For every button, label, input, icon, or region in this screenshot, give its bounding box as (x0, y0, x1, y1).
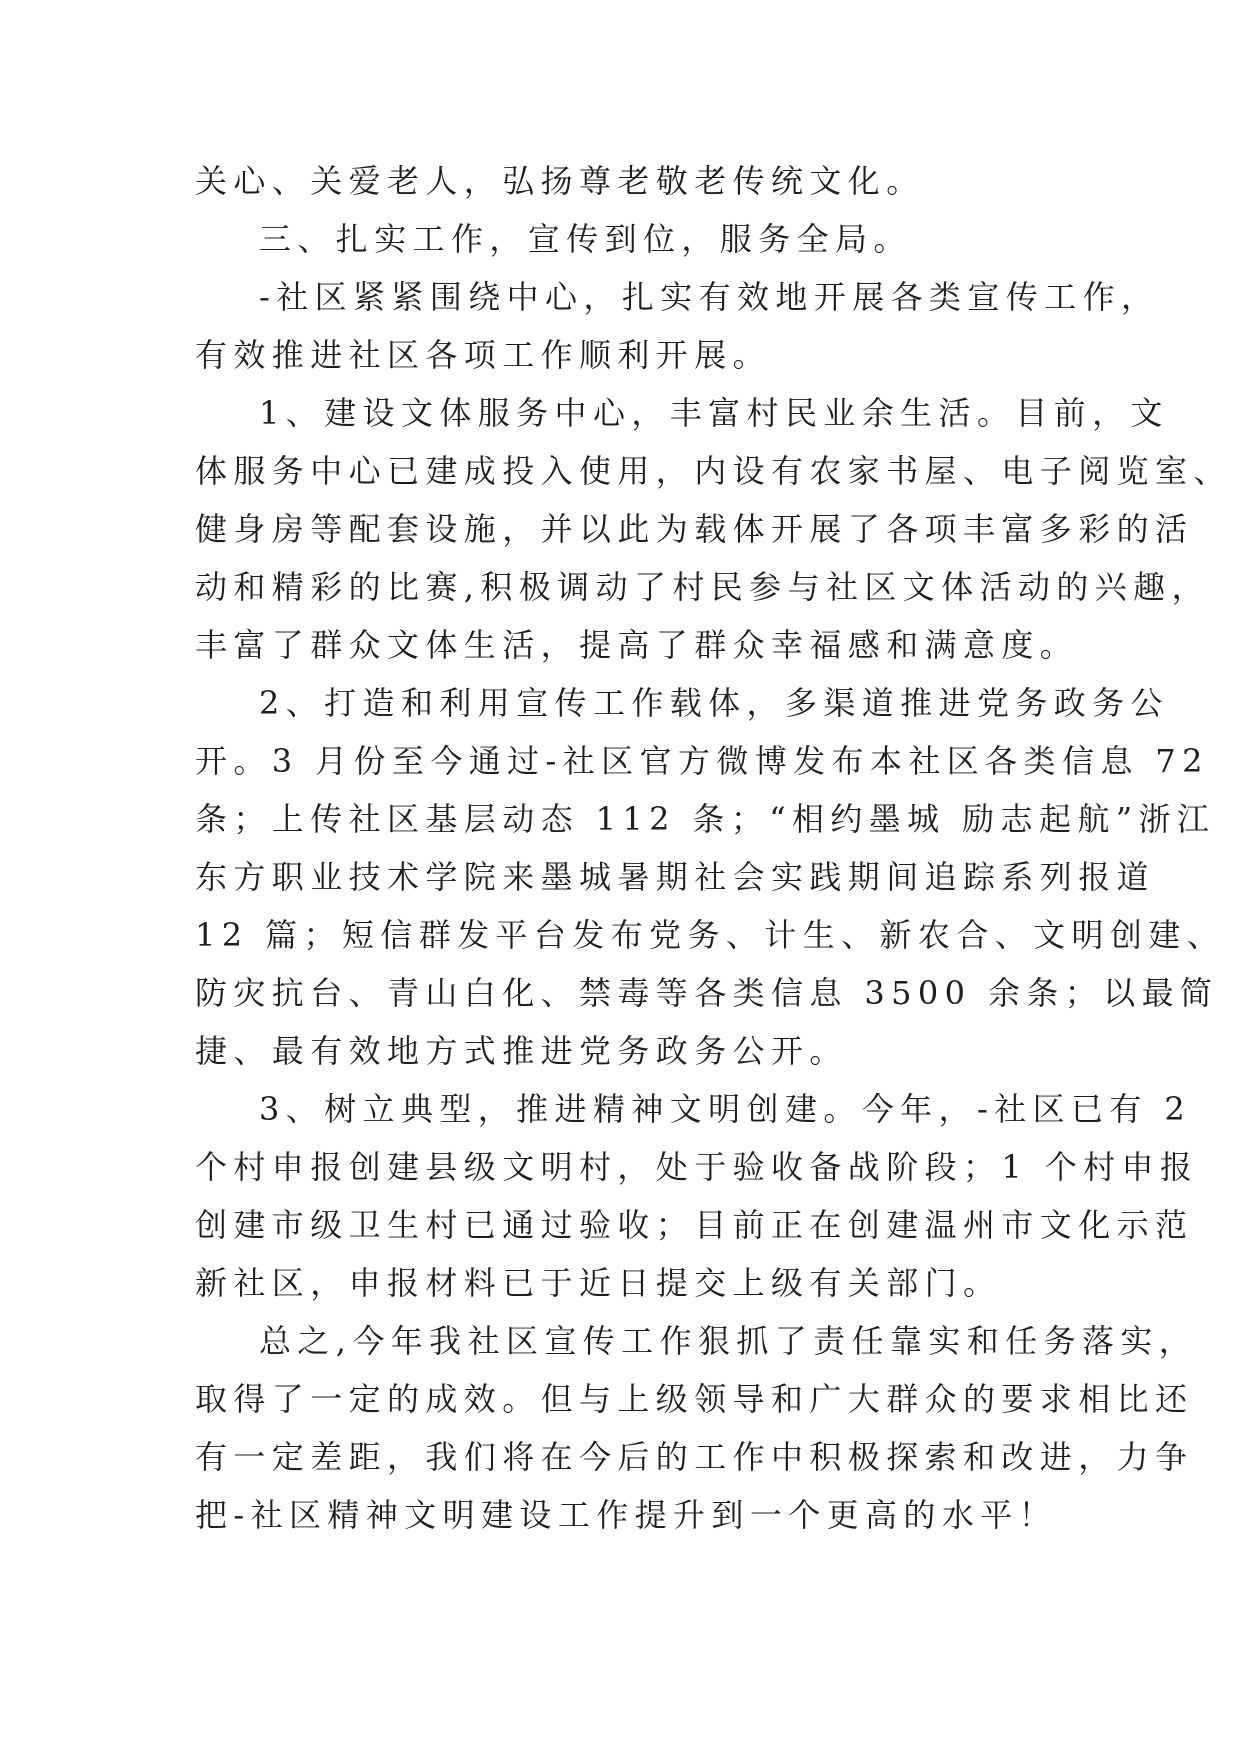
text-line: 2、打造和利用宣传工作载体，多渠道推进党务政务公 (259, 684, 1169, 722)
text-line: 东方职业技术学院来墨城暑期社会实践期间追踪系列报道 (195, 858, 1156, 896)
text-line: 丰富了群众文体生活，提高了群众幸福感和满意度。 (195, 626, 1079, 664)
text-line: -社区紧紧围绕中心，扎实有效地开展各类宣传工作， (259, 278, 1160, 316)
text-line: 关心、关爱老人，弘扬尊老敬老传统文化。 (195, 162, 925, 200)
text-line: 个村申报创建县级文明村，处于验收备战阶段；1 个村申报 (195, 1148, 1199, 1186)
text-line: 捷、最有效地方式推进党务政务公开。 (195, 1032, 848, 1070)
text-line: 健身房等配套设施，并以此为载体开展了各项丰富多彩的活 (195, 510, 1194, 548)
text-line: 取得了一定的成效。但与上级领导和广大群众的要求相比还 (195, 1380, 1194, 1418)
text-line: 3、树立典型，推进精神文明创建。今年，-社区已有 2 (259, 1090, 1192, 1128)
text-line: 有一定差距，我们将在今后的工作中积极探索和改进，力争 (195, 1438, 1194, 1476)
text-line: 动和精彩的比赛,积极调动了村民参与社区文体活动的兴趣， (195, 568, 1210, 606)
text-line: 12 篇；短信群发平台发布党务、计生、新农合、文明创建、 (195, 916, 1226, 954)
text-line: 开。3 月份至今通过-社区官方微博发布本社区各类信息 72 (195, 742, 1209, 780)
text-line: 创建市级卫生村已通过验收；目前正在创建温州市文化示范 (195, 1206, 1194, 1244)
text-line: 把-社区精神文明建设工作提升到一个更高的水平！ (195, 1496, 1058, 1534)
text-line: 防灾抗台、青山白化、禁毒等各类信息 3500 余条；以最简 (195, 974, 1219, 1012)
text-line: 有效推进社区各项工作顺利开展。 (195, 336, 772, 374)
text-line: 体服务中心已建成投入使用，内设有农家书屋、电子阅览室、 (195, 452, 1232, 490)
document-page (195, 152, 1232, 1544)
text-line: 1、建设文体服务中心，丰富村民业余生活。目前，文 (259, 394, 1169, 432)
text-line: 条；上传社区基层动态 112 条；“相约墨城 励志起航”浙江 (195, 800, 1216, 838)
text-line: 总之,今年我社区宣传工作狠抓了责任靠实和任务落实， (259, 1322, 1198, 1360)
text-line: 新社区，申报材料已于近日提交上级有关部门。 (195, 1264, 1002, 1302)
section-heading: 三、扎实工作，宣传到位，服务全局。 (259, 220, 912, 258)
